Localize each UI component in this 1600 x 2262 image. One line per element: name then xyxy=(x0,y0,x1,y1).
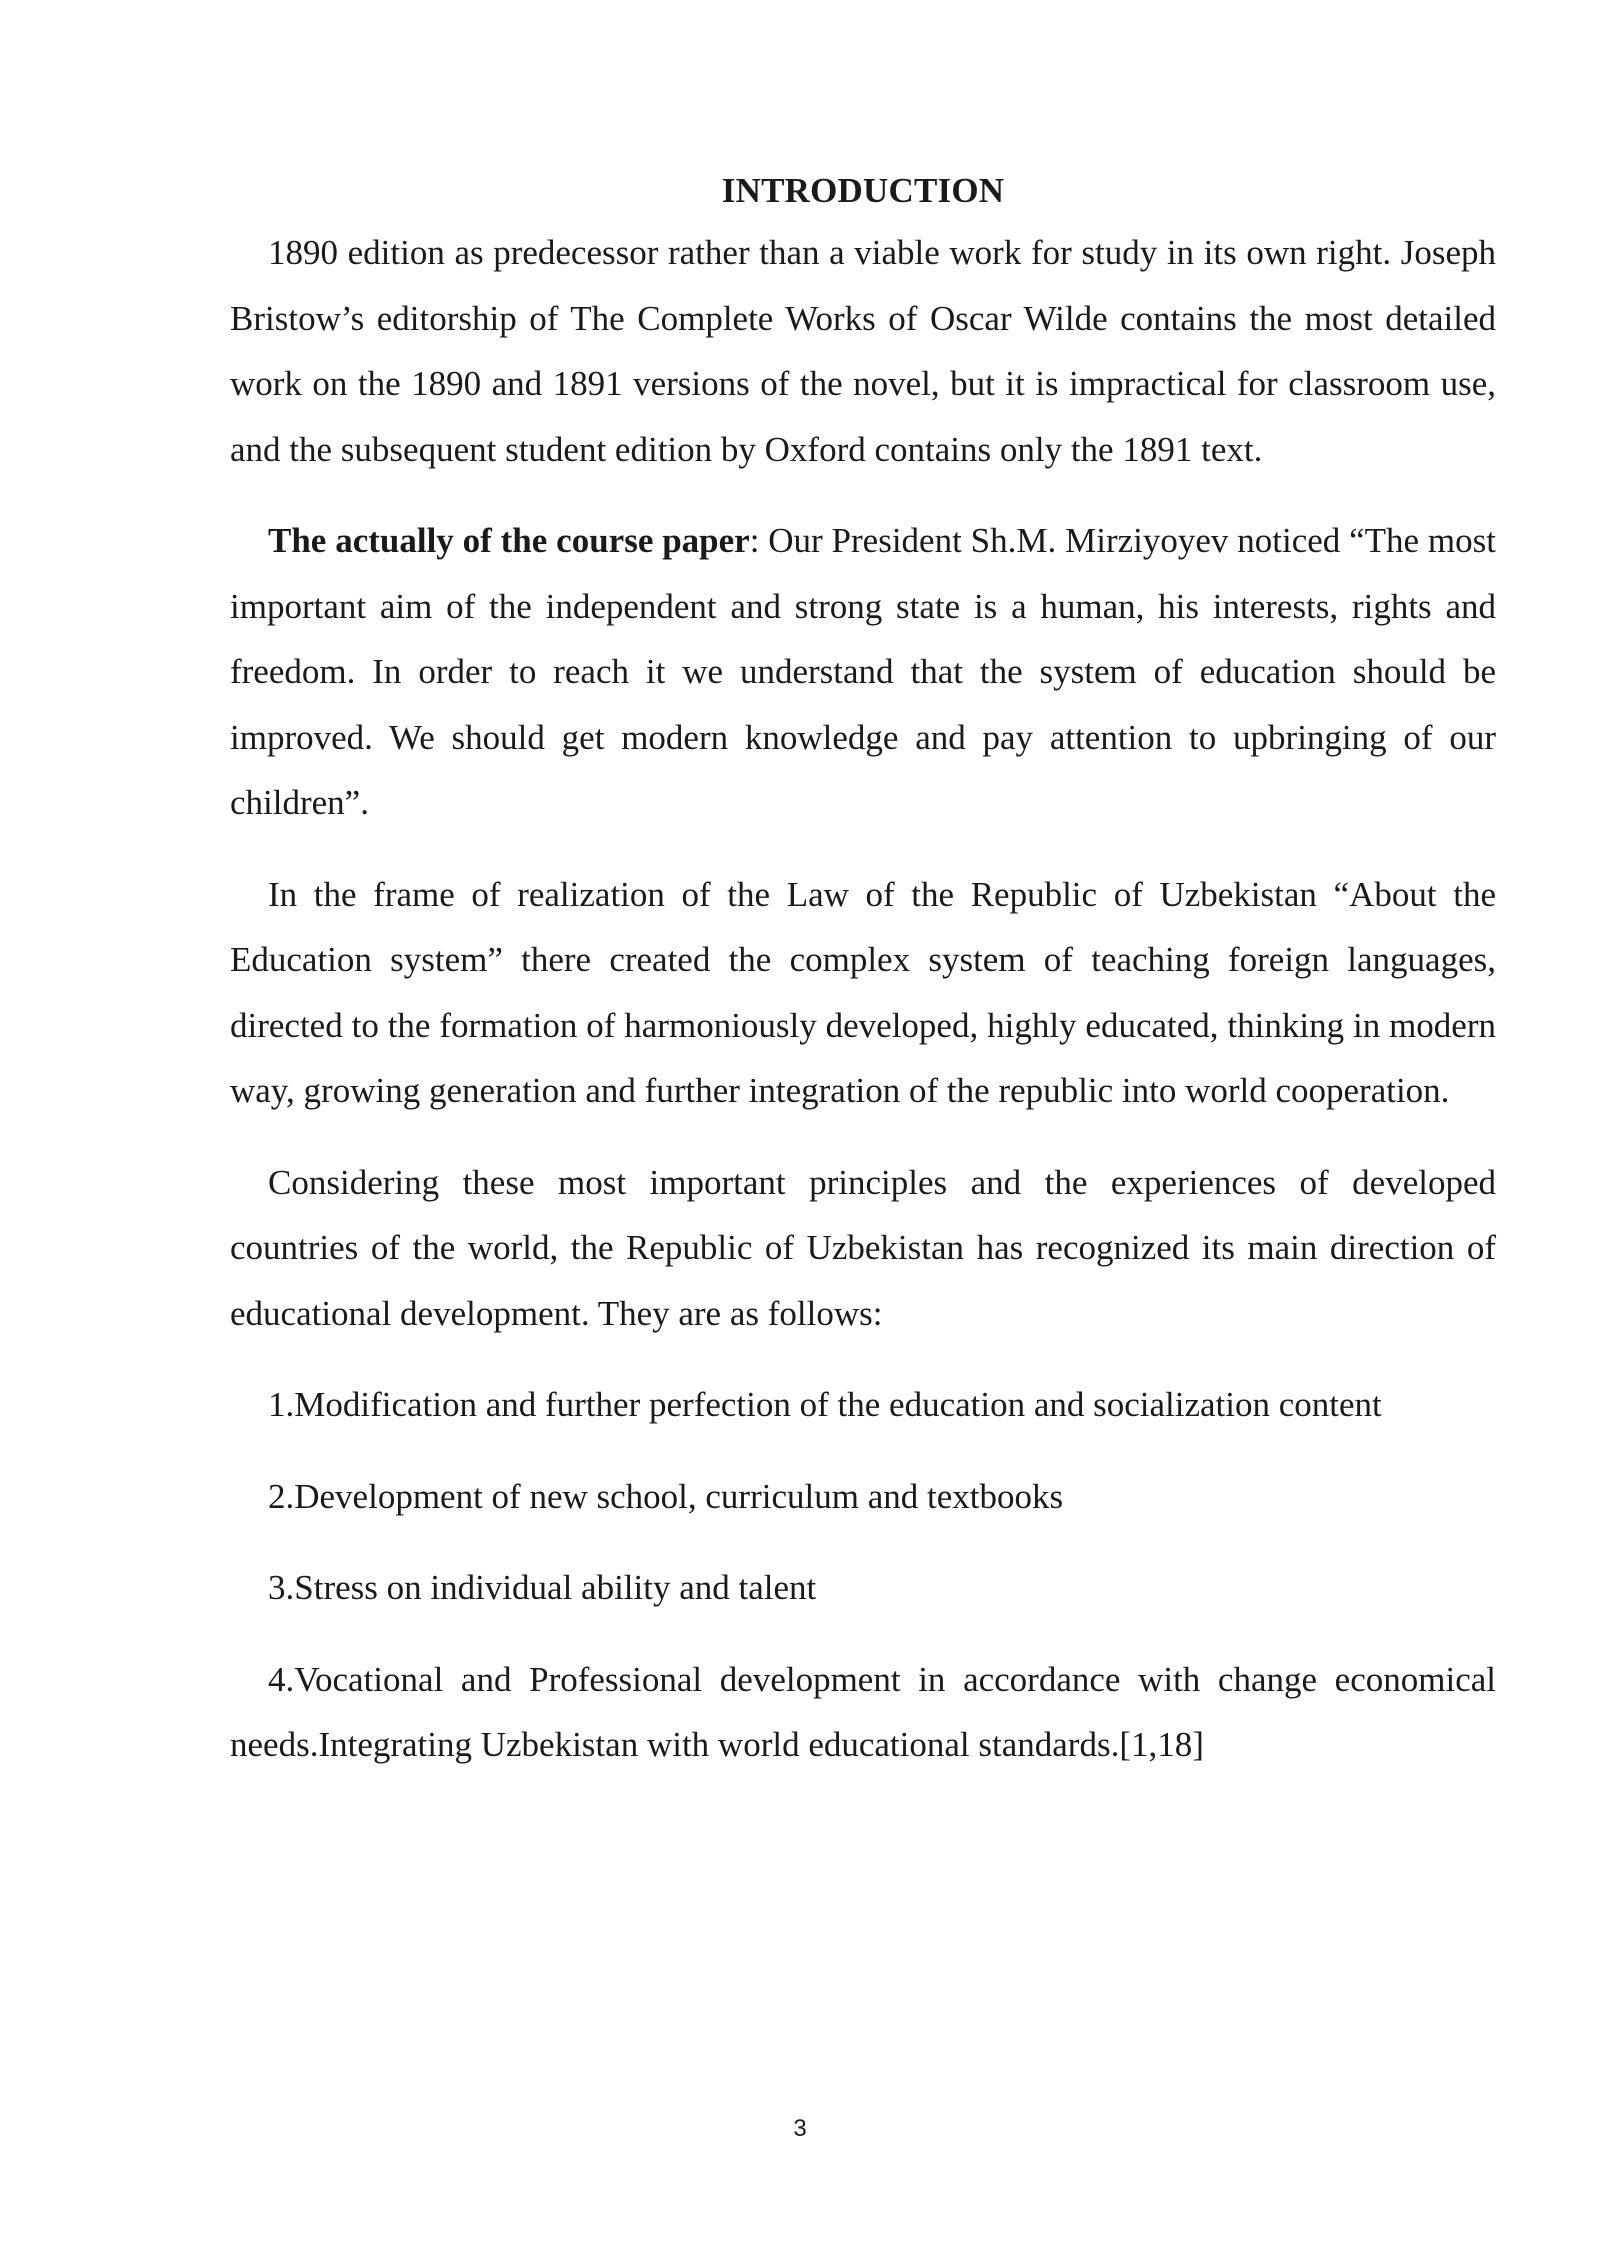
actuality-lead: The actually of the course paper xyxy=(268,521,750,560)
paragraph-education-law: In the frame of realization of the Law of the Republic of Uzbekistan “About the Education system” there created the complex system of teaching foreign languages, directed to the formation of harmoniously developed, highly educated, thinking in modern way, growing generation and further integration of the republic into world cooperation. xyxy=(230,874,1496,1110)
paragraph-predecessor-edition: 1890 edition as predecessor rather than a viable work for study in its own right. Joseph Bristow’s editorship of The Complete Works of Oscar Wilde contains the most detailed work on the 1890 and 1891 versions of the novel, but it is impractical for classroom use, and the subsequent student edition by Oxford contains only the 1891 text. xyxy=(230,233,1496,469)
list-item: 3.Stress on individual ability and talent xyxy=(268,1568,817,1607)
list-item: 4.Vocational and Professional development in accordance with change economical needs.Integrating Uzbekistan with world educational standards.[1,18] xyxy=(230,1659,1496,1764)
page-content xyxy=(230,166,1496,1804)
actuality-text: : Our President Sh.M. Mirziyoyev noticed “The most important aim of the independent and strong state is a human, his interests, rights and freedom. In order to reach it we understand that the system of education should be improved. We should get modern knowledge and pay attention to upbringing of our children”. xyxy=(230,521,1496,822)
list-item: 1.Modification and further perfection of the education and socialization content xyxy=(268,1385,1382,1424)
paragraph-actuality xyxy=(230,508,1496,836)
section-heading: INTRODUCTION xyxy=(721,171,1005,210)
list-item: 2.Development of new school, curriculum and textbooks xyxy=(268,1476,1064,1516)
paragraph-principles: Considering these most important principles and the experiences of developed countries of the world, the Republic of Uzbekistan has recognized its main direction of educational development. They are as follows: xyxy=(230,1162,1496,1333)
page-number: 3 xyxy=(793,2115,807,2142)
